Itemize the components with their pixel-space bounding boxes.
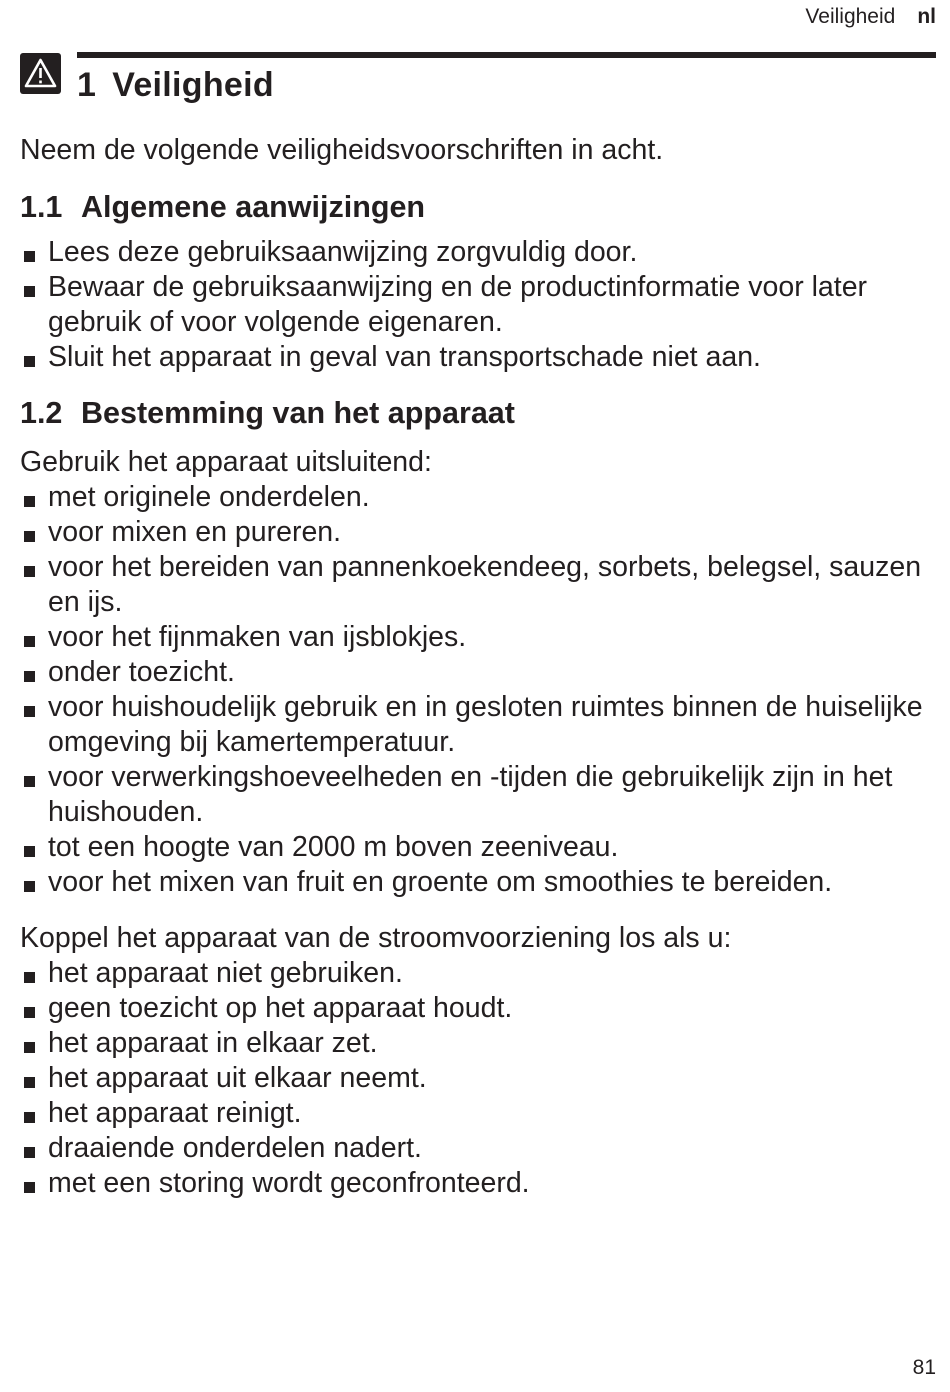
- running-header-section: Veiligheid: [805, 5, 896, 28]
- list-item: onder toezicht.: [20, 655, 936, 690]
- section-heading-1-2: [20, 393, 936, 433]
- list-item: het apparaat in elkaar zet.: [20, 1026, 936, 1061]
- title-rule: [77, 52, 936, 58]
- list-item: met originele onderdelen.: [20, 480, 936, 515]
- section-number: 1.2: [20, 396, 63, 430]
- chapter-number: 1: [77, 66, 97, 104]
- list-item: tot een hoogte van 2000 m boven zeeniveau.: [20, 830, 936, 865]
- page-content: [20, 133, 936, 1201]
- list-item: voor het mixen van fruit en groente om smoothies te bereiden.: [20, 865, 936, 900]
- chapter-intro: Neem de volgende veiligheidsvoorschriften in acht.: [20, 134, 664, 166]
- page-number: 81: [912, 1356, 936, 1379]
- list-item: geen toezicht op het apparaat houdt.: [20, 991, 936, 1026]
- section-heading-1-1: [20, 187, 936, 227]
- intended-use-intro: Gebruik het apparaat uitsluitend:: [20, 446, 432, 478]
- section-title: Algemene aanwijzingen: [81, 190, 426, 224]
- list-item: Sluit het apparaat in geval van transportschade niet aan.: [20, 340, 936, 375]
- list-item: het apparaat niet gebruiken.: [20, 956, 936, 991]
- list-item: het apparaat reinigt.: [20, 1096, 936, 1131]
- list-item: voor het fijnmaken van ijsblokjes.: [20, 620, 936, 655]
- general-instructions-list: [20, 235, 936, 375]
- list-item: draaiende onderdelen nadert.: [20, 1131, 936, 1166]
- section-number: 1.1: [20, 190, 63, 224]
- running-header: [805, 5, 936, 29]
- chapter-title-text: Veiligheid: [112, 66, 274, 104]
- list-item: Lees deze gebruiksaanwijzing zorgvuldig door.: [20, 235, 936, 270]
- list-item: Bewaar de gebruiksaanwijzing en de productinformatie voor later gebruik of voor volgende eigenaren.: [20, 270, 936, 340]
- list-item: met een storing wordt geconfronteerd.: [20, 1166, 936, 1201]
- disconnect-list: [20, 956, 936, 1201]
- list-item: voor het bereiden van pannenkoekendeeg, sorbets, belegsel, sauzen en ijs.: [20, 550, 936, 620]
- list-item: voor verwerkingshoeveelheden en -tijden die gebruikelijk zijn in het huishouden.: [20, 760, 936, 830]
- list-item: voor mixen en pureren.: [20, 515, 936, 550]
- chapter-title: [77, 66, 274, 105]
- warning-triangle-icon: [20, 53, 61, 94]
- intended-use-list: [20, 480, 936, 900]
- running-header-language: nl: [917, 5, 936, 28]
- disconnect-intro: Koppel het apparaat van de stroomvoorziening los als u:: [20, 922, 732, 954]
- section-title: Bestemming van het apparaat: [81, 396, 515, 430]
- list-item: het apparaat uit elkaar neemt.: [20, 1061, 936, 1096]
- list-item: voor huishoudelijk gebruik en in gesloten ruimtes binnen de huiselijke omgeving bij kamertemperatuur.: [20, 690, 936, 760]
